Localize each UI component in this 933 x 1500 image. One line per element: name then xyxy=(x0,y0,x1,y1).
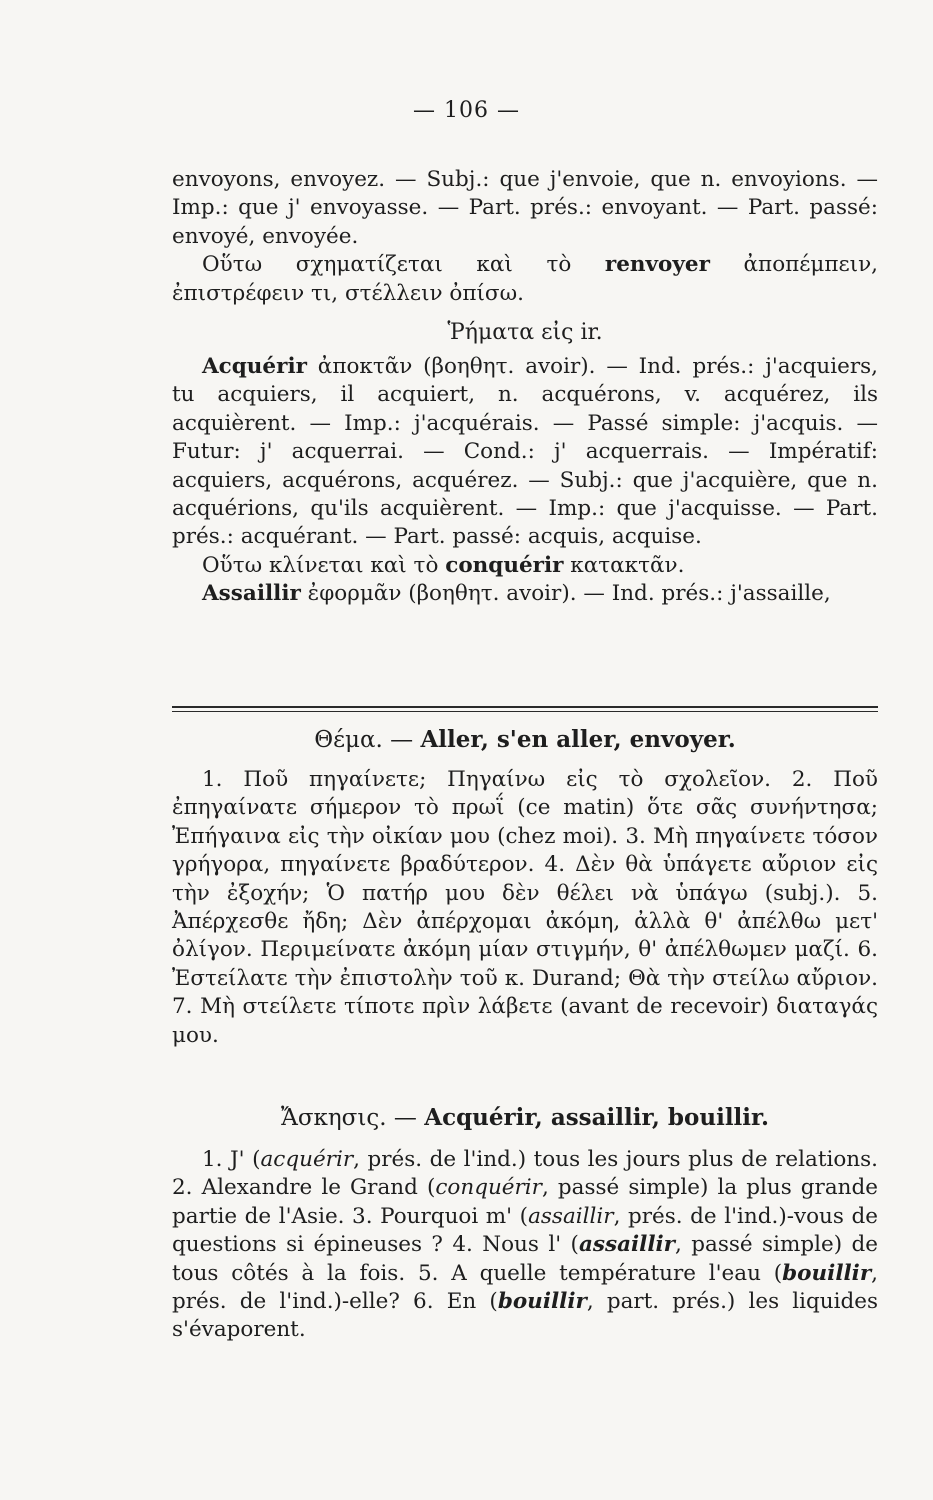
exercise-verb: assaillir xyxy=(578,1232,676,1258)
exercise-text-part: , passé simple) de tous côtés à la fois. 5. A quelle température l'eau ( xyxy=(172,1232,878,1286)
assaillir-paragraph xyxy=(172,580,878,608)
section-heading-verbs-ir: Ῥήματα εἰς ir. xyxy=(447,320,603,346)
acquerir-term: Acquérir xyxy=(202,354,307,380)
theme-text: 1. Ποῦ πηγαίνετε; Πηγαίνω εἰς τὸ σχολεῖον. 2. Ποῦ ἐπηγαίνατε σήμερον τὸ πρωΐ (ce matin) ὅτε σᾶς συνήντησα; Ἐπήγαινα εἰς τὴν οἰκίαν μου (chez moi). 3. Μὴ πηγαίνετε τόσον γρήγορα, πηγαίνετε βραδύτερον. 4. Δὲν θὰ ὑπάγετε αὔριον εἰς τὴν ἐξοχήν; Ὁ πατήρ μου δὲν θέλει νὰ ὑπάγω (subj.). 5. Ἀπέρχεσθε ἤδη; Δὲν ἀπέρχομαι ἀκόμη, ἀλλὰ θ' ἀπέλθω μετ' ὀλίγον. Περιμείνατε ἀκόμη μίαν στιγμήν, θ' ἀπέλθωμεν μαζί. 6. Ἐστείλατε τὴν ἐπιστολὴν τοῦ κ. Durand; Θὰ τὴν στείλω αὔριον. 7. Μὴ στείλετε τίποτε πρὶν λάβετε (avant de recevoir) διαταγάς μου. xyxy=(172,767,878,1048)
theme-heading-title: Aller, s'en aller, envoyer. xyxy=(420,726,736,753)
exercise-verb: assaillir xyxy=(528,1203,614,1229)
exercise-text-part: , passé simple) la plus grande partie de l'Asie. 3. Pourquoi m' ( xyxy=(172,1175,878,1229)
renvoyer-term: renvoyer xyxy=(604,252,710,278)
envoyer-conjugation-paragraph: envoyons, envoyez. — Subj.: que j'envoie, que n. envoyions. — Imp.: que j' envoyasse. — Part. prés.: envoyant. — Part. passé: envoyé, envoyée. xyxy=(172,167,878,249)
conjugation-section xyxy=(172,166,878,609)
exercise-text-part: , prés. de l'ind.) tous les jours plus de relations. 2. Alexandre le Grand ( xyxy=(172,1147,878,1201)
renvoyer-paragraph xyxy=(172,251,878,308)
acquerir-conjugation: ἀποκτᾶν (βοηθητ. avoir). — Ind. prés.: j'acquiers, tu acquiers, il acquiert, n. acquérons, v. acquérez, ils acquièrent. — Imp.: j'acquérais. — Passé simple: j'acquis. — Futur: j' acquerrai. — Cond.: j' acquerrais. — Impératif: acquiers, acquérons, acquérez. — Subj.: que j'acquière, que n. acquérions, qu'ils acquièrent. — Imp.: que j'acquisse. — Part. prés.: acquérant. — Part. passé: acquis, acquise. xyxy=(172,354,878,550)
exercise-verb: acquérir xyxy=(260,1147,354,1172)
exercise-text-part: , prés. de l'ind.)-vous de questions si épineuses ? 4. Nous l' ( xyxy=(172,1203,878,1258)
theme-heading-prefix: Θέμα. — xyxy=(314,727,421,753)
theme-heading xyxy=(172,726,878,753)
exercise-verb: conquérir xyxy=(435,1175,542,1201)
exercise-heading-title: Acquérir, assaillir, bouillir. xyxy=(424,1104,770,1131)
divider-rule xyxy=(172,706,878,708)
assaillir-conjugation: ἐφορμᾶν (βοηθητ. avoir). — Ind. prés.: j'assaille, xyxy=(300,581,831,607)
exercise-text xyxy=(172,1146,878,1345)
assaillir-term: Assaillir xyxy=(202,581,301,607)
exercise-text-part: 1. J' ( xyxy=(202,1147,261,1172)
renvoyer-definition: ἀποπέμπειν, ἐπιστρέφειν τι, στέλλειν ὀπίσω. xyxy=(172,252,878,306)
exercise-verb: bouillir xyxy=(497,1289,587,1315)
conquerir-term: conquérir xyxy=(445,552,564,578)
divider-rule-thin xyxy=(172,711,878,712)
renvoyer-intro: Οὕτω σχηματίζεται καὶ τὸ xyxy=(202,252,605,278)
exercise-text-part: , prés. de l'ind.)-elle? 6. En ( xyxy=(172,1260,878,1315)
exercise-section xyxy=(172,1146,878,1345)
conquerir-definition: κατακτᾶν. xyxy=(563,552,685,578)
conquerir-intro: Οὕτω κλίνεται καὶ τὸ xyxy=(202,552,446,578)
conquerir-paragraph xyxy=(172,552,878,580)
theme-section xyxy=(172,766,878,1050)
exercise-text-part: , part. prés.) les liquides s'évaporent. xyxy=(172,1289,879,1343)
acquerir-paragraph xyxy=(172,353,878,552)
exercise-verb: bouillir xyxy=(782,1260,872,1286)
page-number: — 106 — xyxy=(413,98,520,123)
exercise-heading xyxy=(172,1104,878,1131)
exercise-heading-prefix: Ἄσκησις. — xyxy=(280,1105,425,1131)
